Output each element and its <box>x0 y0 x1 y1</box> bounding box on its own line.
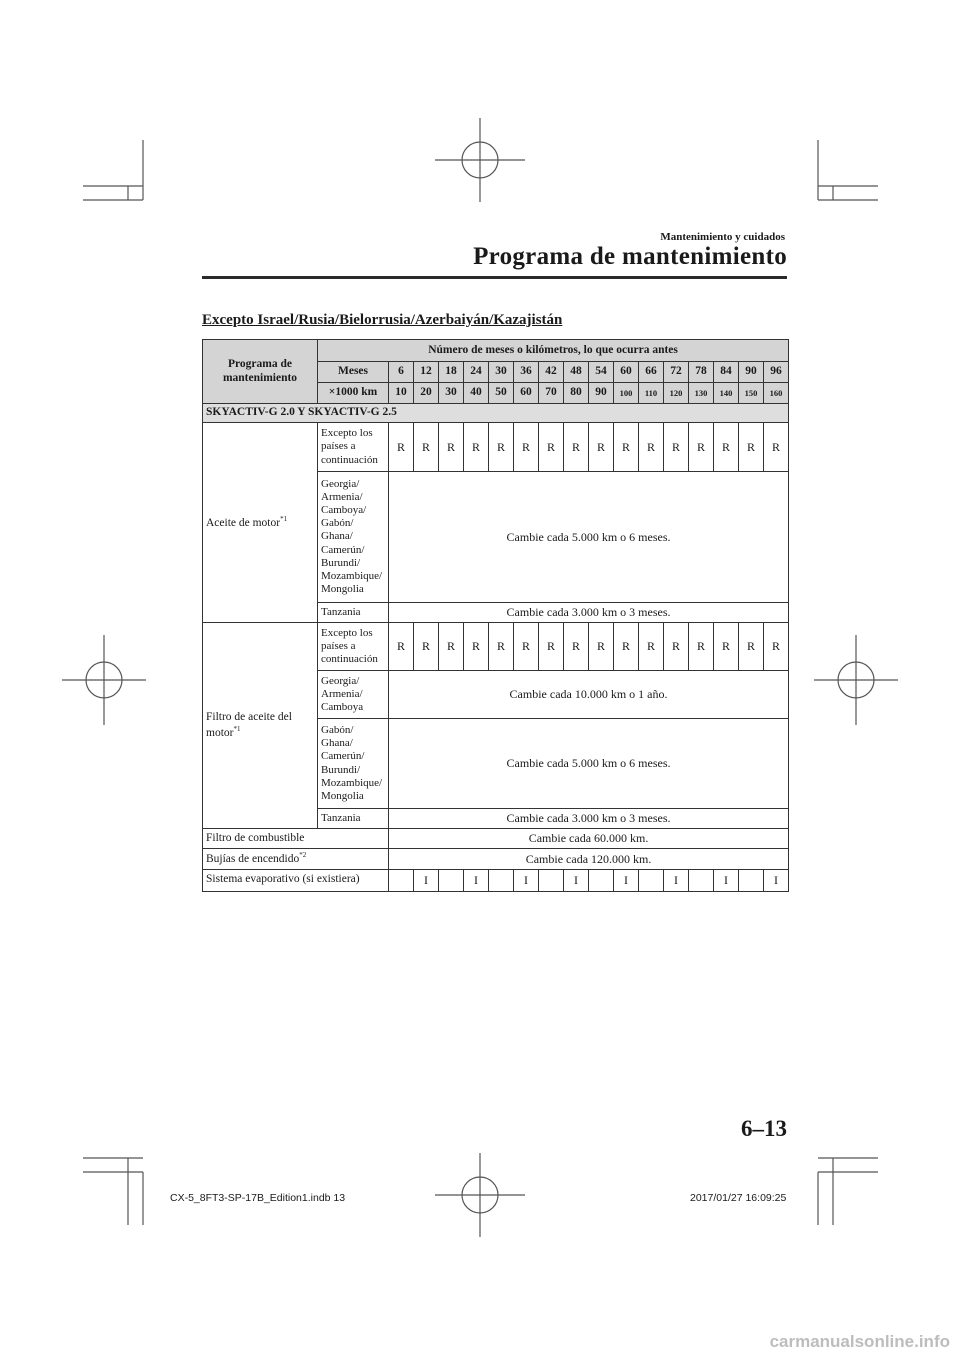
oil-cell-15: R <box>739 423 764 472</box>
month-36: 36 <box>514 362 539 383</box>
evap-cell-4: I <box>464 869 489 891</box>
km-10: 10 <box>389 383 414 404</box>
km-20: 20 <box>414 383 439 404</box>
oil-cell-2: R <box>414 423 439 472</box>
oil-cell-6: R <box>514 423 539 472</box>
corner-label: Programa de mantenimiento <box>203 340 318 404</box>
oil-cell-14: R <box>714 423 739 472</box>
evap-cell-16: I <box>764 869 789 891</box>
oil-sub-countries: Georgia/ Armenia/ Camboya/ Gabón/ Ghana/ Camerún/ Burundi/ Mozambique/ Mongolia <box>318 472 389 603</box>
km-130: 130 <box>689 383 714 404</box>
month-12: 12 <box>414 362 439 383</box>
km-120: 120 <box>664 383 689 404</box>
month-6: 6 <box>389 362 414 383</box>
footer-file-name: CX-5_8FT3-SP-17B_Edition1.indb 13 <box>170 1192 346 1204</box>
filter-interval-3000: Cambie cada 3.000 km o 3 meses. <box>389 809 789 829</box>
filter-sub-tanzania: Tanzania <box>318 809 389 829</box>
km-90: 90 <box>589 383 614 404</box>
month-96: 96 <box>764 362 789 383</box>
section-header: Mantenimiento y cuidados <box>660 231 785 243</box>
km-50: 50 <box>489 383 514 404</box>
km-150: 150 <box>739 383 764 404</box>
filter-cell-2: R <box>414 623 439 671</box>
filter-cell-5: R <box>489 623 514 671</box>
oil-cell-1: R <box>389 423 414 472</box>
spark-plugs-item <box>203 849 389 870</box>
evap-cell-11 <box>639 869 664 891</box>
evap-cell-8: I <box>564 869 589 891</box>
oil-interval-5000: Cambie cada 5.000 km o 6 meses. <box>389 472 789 603</box>
evap-cell-13 <box>689 869 714 891</box>
filter-cell-9: R <box>589 623 614 671</box>
km-80: 80 <box>564 383 589 404</box>
month-48: 48 <box>564 362 589 383</box>
evap-cell-3 <box>439 869 464 891</box>
filter-sub-countries: Gabón/ Ghana/ Camerún/ Burundi/ Mozambique/ Mongolia <box>318 719 389 809</box>
filter-cell-14: R <box>714 623 739 671</box>
evap-cell-15 <box>739 869 764 891</box>
maintenance-schedule-table <box>202 339 789 892</box>
oil-cell-10: R <box>614 423 639 472</box>
evap-cell-12: I <box>664 869 689 891</box>
filter-note: *1 <box>233 724 241 733</box>
km-60: 60 <box>514 383 539 404</box>
fuel-filter-item: Filtro de combustible <box>203 829 389 849</box>
oil-note: *1 <box>280 514 288 523</box>
km-160: 160 <box>764 383 789 404</box>
km-140: 140 <box>714 383 739 404</box>
month-60: 60 <box>614 362 639 383</box>
interval-title: Número de meses o kilómetros, lo que ocurra antes <box>318 340 789 362</box>
km-label: ×1000 km <box>318 383 389 404</box>
oil-cell-3: R <box>439 423 464 472</box>
month-30: 30 <box>489 362 514 383</box>
month-90: 90 <box>739 362 764 383</box>
filter-cell-13: R <box>689 623 714 671</box>
evap-cell-2: I <box>414 869 439 891</box>
oil-cell-4: R <box>464 423 489 472</box>
fuel-filter-interval: Cambie cada 60.000 km. <box>389 829 789 849</box>
month-54: 54 <box>589 362 614 383</box>
evap-cell-7 <box>539 869 564 891</box>
filter-cell-12: R <box>664 623 689 671</box>
page-number: 6–13 <box>741 1116 787 1141</box>
evap-cell-10: I <box>614 869 639 891</box>
spark-plugs-interval: Cambie cada 120.000 km. <box>389 849 789 870</box>
oil-cell-7: R <box>539 423 564 472</box>
filter-cell-6: R <box>514 623 539 671</box>
filter-cell-8: R <box>564 623 589 671</box>
evap-cell-6: I <box>514 869 539 891</box>
footer-timestamp: 2017/01/27 16:09:25 <box>690 1192 787 1204</box>
month-66: 66 <box>639 362 664 383</box>
month-42: 42 <box>539 362 564 383</box>
watermark-text: carmanualsonline.info <box>769 1332 950 1351</box>
filter-sub-except: Excepto los países a continuación <box>318 623 389 671</box>
spark-plugs-name: Bujías de encendido <box>206 852 300 865</box>
evap-cell-5 <box>489 869 514 891</box>
month-72: 72 <box>664 362 689 383</box>
oil-sub-except: Excepto los países a continuación <box>318 423 389 472</box>
oil-interval-3000: Cambie cada 3.000 km o 3 meses. <box>389 603 789 623</box>
evap-cell-14: I <box>714 869 739 891</box>
filter-item-name: Filtro de aceite del motor <box>206 710 292 739</box>
evap-system-item: Sistema evaporativo (si existiera) <box>203 869 389 891</box>
filter-cell-3: R <box>439 623 464 671</box>
filter-sub-georgia: Georgia/ Armenia/ Camboya <box>318 671 389 719</box>
header-rule <box>202 276 787 279</box>
oil-cell-8: R <box>564 423 589 472</box>
filter-cell-7: R <box>539 623 564 671</box>
table-subtitle: Excepto Israel/Rusia/Bielorrusia/Azerbaiyán/Kazajistán <box>202 312 563 328</box>
oil-cell-13: R <box>689 423 714 472</box>
oil-cell-5: R <box>489 423 514 472</box>
month-24: 24 <box>464 362 489 383</box>
filter-cell-10: R <box>614 623 639 671</box>
month-78: 78 <box>689 362 714 383</box>
filter-cell-16: R <box>764 623 789 671</box>
page-title: Programa de mantenimiento <box>473 243 787 270</box>
oil-item <box>203 423 318 623</box>
filter-interval-10000: Cambie cada 10.000 km o 1 año. <box>389 671 789 719</box>
filter-cell-1: R <box>389 623 414 671</box>
engine-group-label: SKYACTIV-G 2.0 Y SKYACTIV-G 2.5 <box>203 404 789 423</box>
oil-cell-16: R <box>764 423 789 472</box>
oil-cell-9: R <box>589 423 614 472</box>
oil-cell-12: R <box>664 423 689 472</box>
km-70: 70 <box>539 383 564 404</box>
oil-cell-11: R <box>639 423 664 472</box>
km-30: 30 <box>439 383 464 404</box>
km-100: 100 <box>614 383 639 404</box>
filter-item <box>203 623 318 829</box>
evap-cell-1 <box>389 869 414 891</box>
evap-cell-9 <box>589 869 614 891</box>
spark-plugs-note: *2 <box>299 851 307 859</box>
filter-cell-4: R <box>464 623 489 671</box>
month-84: 84 <box>714 362 739 383</box>
filter-cell-15: R <box>739 623 764 671</box>
oil-sub-tanzania: Tanzania <box>318 603 389 623</box>
filter-interval-5000: Cambie cada 5.000 km o 6 meses. <box>389 719 789 809</box>
km-110: 110 <box>639 383 664 404</box>
months-label: Meses <box>318 362 389 383</box>
month-18: 18 <box>439 362 464 383</box>
filter-cell-11: R <box>639 623 664 671</box>
oil-item-name: Aceite de motor <box>206 516 281 529</box>
km-40: 40 <box>464 383 489 404</box>
